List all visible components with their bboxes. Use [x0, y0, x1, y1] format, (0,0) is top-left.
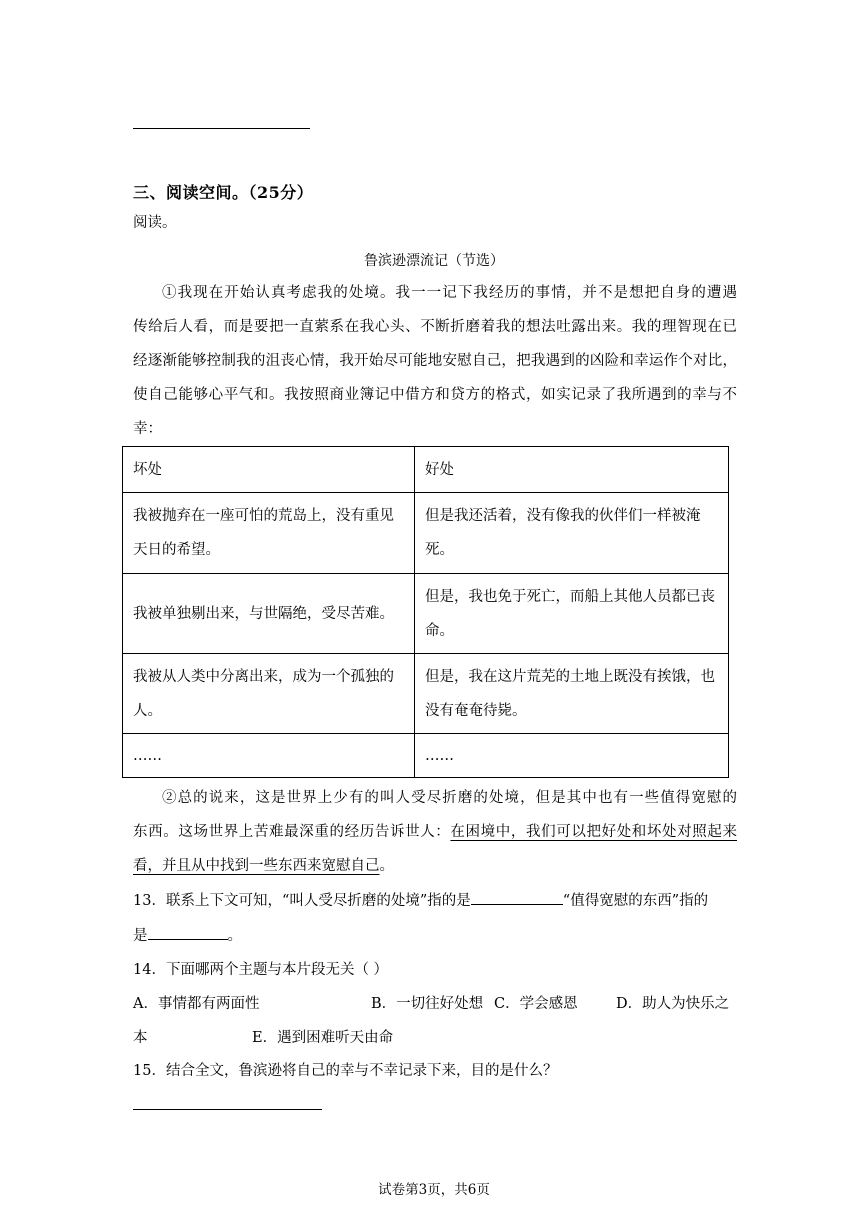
question-13-text: 。: [227, 928, 242, 944]
paragraph-1-line: 传给后人看，而是要把一直萦系在我心头、不断折磨着我的想法吐露出来。我的理智现在已: [133, 319, 737, 335]
answer-blank[interactable]: [148, 939, 228, 940]
header-good: 好处: [415, 447, 729, 493]
answer-line-top[interactable]: [133, 128, 310, 129]
question-13-text: “值得宽慰的东西”指的: [562, 893, 709, 909]
question-15: 15．结合全文，鲁滨逊将自己的幸与不幸记录下来，目的是什么？: [133, 1063, 558, 1079]
option-e[interactable]: E．遇到困难听天由命: [252, 1030, 394, 1046]
option-d[interactable]: D．助人为快乐之: [616, 996, 730, 1012]
cell-good: 但是我还活着，没有像我的伙伴们一样被淹死。: [415, 493, 729, 574]
underlined-sentence: 在困境中，我们可以把好处和坏处对照起来: [450, 824, 737, 840]
table-row: [123, 654, 729, 734]
instruction-text: 阅读。: [133, 215, 177, 231]
cell-good: ……: [415, 734, 729, 778]
question-13-cont: [133, 919, 242, 953]
option-b[interactable]: B．一切往好处想: [371, 996, 484, 1012]
paragraph-1-line: ①我现在开始认真考虑我的处境。我一一记下我经历的事情，并不是想把自身的遭遇: [162, 285, 737, 301]
page-footer: 试卷第3页，共6页: [378, 1182, 490, 1198]
question-13: [133, 884, 708, 918]
table-header-row: [123, 447, 729, 493]
cell-bad: 我被抛弃在一座可怕的荒岛上，没有重见天日的希望。: [123, 493, 415, 574]
option-c[interactable]: C．学会感恩: [494, 996, 578, 1012]
passage-title: 鲁滨逊漂流记（节选）: [364, 253, 504, 269]
table-row: [123, 574, 729, 654]
paragraph-1-line: 经逐渐能够控制我的沮丧心情，我开始尽可能地安慰自己，把我遇到的凶险和幸运作个对比，: [133, 353, 737, 369]
paragraph-1-line: 幸：: [133, 421, 162, 437]
paragraph-1-line: 使自己能够心平气和。我按照商业簿记中借方和贷方的格式，如实记录了我所遇到的幸与不: [133, 387, 737, 403]
table-row: [123, 734, 729, 778]
paragraph-2: [133, 781, 737, 883]
question-14: 14．下面哪两个主题与本片段无关（ ）: [133, 962, 389, 978]
cell-good: 但是，我在这片荒芜的土地上既没有挨饿，也没有奄奄待毙。: [415, 654, 729, 734]
paragraph-2-line: [133, 849, 737, 883]
paragraph-1: [133, 276, 737, 446]
cell-bad: 我被单独剔出来，与世隔绝，受尽苦难。: [123, 574, 415, 654]
option-a[interactable]: A．事情都有两面性: [133, 996, 260, 1012]
answer-line-q15[interactable]: [133, 1109, 322, 1110]
header-bad: 坏处: [123, 447, 415, 493]
option-d-cont: 本: [133, 1030, 148, 1046]
paragraph-2-line: ②总的说来，这是世界上少有的叫人受尽折磨的处境，但是其中也有一些值得宽慰的: [162, 790, 737, 806]
table-row: [123, 493, 729, 574]
section-heading: 三、阅读空间。（25分）: [133, 183, 314, 202]
question-13-text: 13．联系上下文可知，“叫人受尽折磨的处境”指的是: [133, 893, 471, 909]
paragraph-2-text: 。: [379, 858, 394, 874]
underlined-sentence: 看，并且从中找到一些东西来宽慰自己: [133, 858, 380, 874]
ledger-table: [122, 446, 729, 778]
paragraph-2-line: [133, 815, 737, 849]
cell-bad: 我被从人类中分离出来，成为一个孤独的人。: [123, 654, 415, 734]
cell-bad: ……: [123, 734, 415, 778]
question-13-text: 是: [133, 928, 148, 944]
cell-good: 但是，我也免于死亡，而船上其他人员都已丧命。: [415, 574, 729, 654]
paragraph-2-text: 东西。这场世界上苦难最深重的经历告诉世人：: [133, 824, 451, 840]
answer-blank[interactable]: [471, 904, 563, 905]
